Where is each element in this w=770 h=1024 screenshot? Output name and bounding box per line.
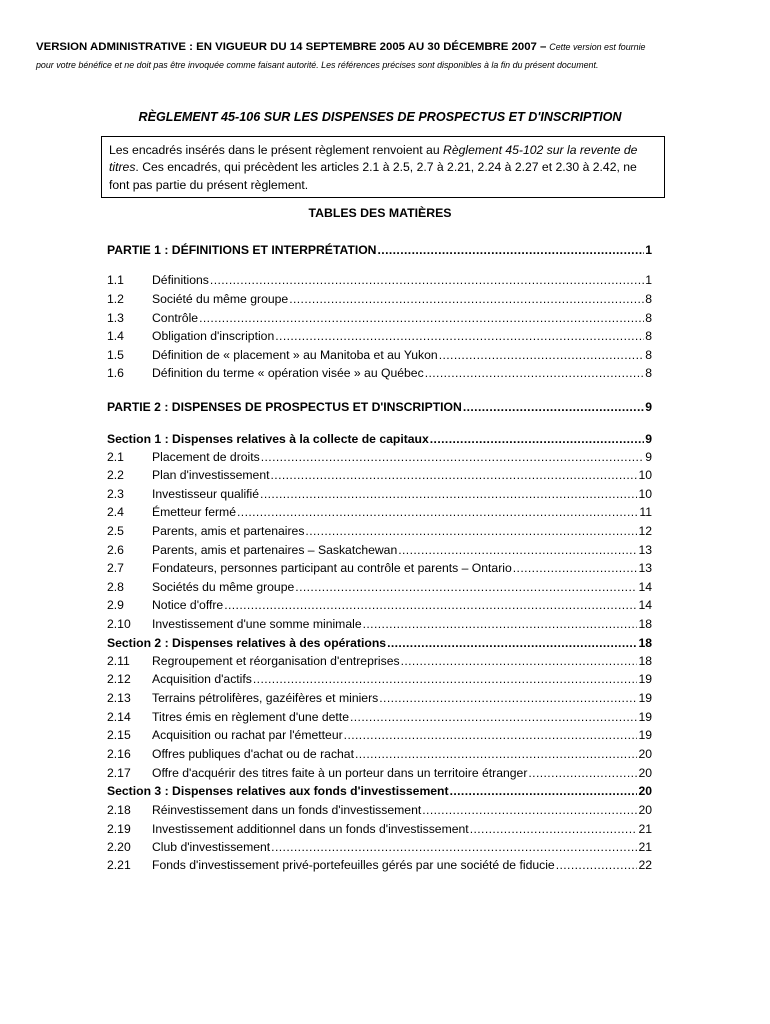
toc-entry-title: Section 2 : Dispenses relatives à des opérations [107, 636, 387, 650]
toc-item-row[interactable] [107, 672, 652, 690]
toc-item-row[interactable] [107, 273, 652, 291]
toc-entry-number: 1.4 [107, 329, 124, 343]
toc-entry-number: 2.11 [107, 654, 130, 668]
toc-dot-leader [253, 672, 638, 686]
toc-entry-number: 2.14 [107, 710, 131, 724]
toc-page-number: 8 [645, 292, 652, 306]
toc-entry-title: PARTIE 2 : DISPENSES DE PROSPECTUS ET D'INSCRIPTION [107, 400, 462, 414]
toc-dot-leader [355, 747, 637, 761]
toc-entry-title: Sociétés du même groupe [152, 580, 295, 594]
toc-dot-leader [260, 487, 637, 501]
toc-item-row[interactable] [107, 543, 652, 561]
toc-page-number: 19 [638, 691, 652, 705]
version-notice [36, 39, 736, 74]
toc-entry-number: 1.5 [107, 348, 124, 362]
toc-entry-number: 2.21 [107, 858, 131, 872]
toc-dot-leader [224, 598, 637, 612]
toc-entry-number: 2.19 [107, 822, 131, 836]
toc-entry-number: 2.13 [107, 691, 131, 705]
toc-dot-leader [430, 432, 644, 446]
toc-page-number: 19 [638, 710, 652, 724]
version-notice-italic-1: Cette version est fournie [549, 42, 646, 52]
toc-dot-leader [528, 766, 637, 780]
toc-item-row[interactable] [107, 822, 652, 840]
toc-item-row[interactable] [107, 691, 652, 709]
toc-section-row[interactable] [107, 784, 652, 802]
toc-entry-title: Offre d'acquérir des titres faite à un porteur dans un territoire étranger [152, 766, 528, 780]
toc-item-row[interactable] [107, 505, 652, 523]
toc-entry-title: Plan d'investissement [152, 468, 270, 482]
toc-dot-leader [295, 580, 637, 594]
toc-item-row[interactable] [107, 329, 652, 347]
toc-page-number: 9 [645, 400, 652, 414]
toc-entry-title: Terrains pétrolifères, gazéifères et miniers [152, 691, 379, 705]
toc-page-number: 1 [645, 273, 652, 287]
toc-page-number: 14 [638, 598, 652, 612]
toc-entry-number: 1.1 [107, 273, 124, 287]
toc-dot-leader [401, 654, 638, 668]
toc-item-row[interactable] [107, 450, 652, 468]
toc-item-row[interactable] [107, 598, 652, 616]
toc-entry-title: Fondateurs, personnes participant au contrôle et parents – Ontario [152, 561, 512, 575]
toc-dot-leader [344, 728, 638, 742]
toc-page-number: 12 [638, 524, 652, 538]
toc-entry-number: 2.9 [107, 598, 124, 612]
toc-page-number: 20 [638, 747, 652, 761]
toc-entry-title: Contrôle [152, 311, 199, 325]
toc-page-number: 18 [638, 636, 652, 650]
toc-entry-number: 2.17 [107, 766, 131, 780]
toc-entry-title: Obligation d'inscription [152, 329, 275, 343]
toc-item-row[interactable] [107, 617, 652, 635]
toc-dot-leader [387, 636, 637, 650]
toc-entry-title: Investisseur qualifié [152, 487, 260, 501]
toc-dot-leader [422, 803, 637, 817]
toc-entry-title: Titres émis en règlement d'une dette [152, 710, 349, 724]
toc-entry-title: PARTIE 1 : DÉFINITIONS ET INTERPRÉTATION [107, 243, 377, 257]
toc-dot-leader [398, 543, 637, 557]
toc-item-row[interactable] [107, 348, 652, 366]
toc-entry-number: 2.5 [107, 524, 124, 538]
toc-item-row[interactable] [107, 487, 652, 505]
toc-entry-title: Acquisition ou rachat par l'émetteur [152, 728, 343, 742]
toc-item-row[interactable] [107, 858, 652, 876]
toc-page-number: 1 [645, 243, 652, 257]
toc-entry-title: Parents, amis et partenaires [152, 524, 305, 538]
toc-entry-title: Section 1 : Dispenses relatives à la collecte de capitaux [107, 432, 429, 446]
toc-dot-leader [271, 840, 637, 854]
toc-page-number: 14 [638, 580, 652, 594]
toc-dot-leader [210, 273, 644, 287]
toc-entry-title: Fonds d'investissement privé-portefeuilles gérés par une société de fiducie [152, 858, 555, 872]
toc-page-number: 21 [638, 822, 652, 836]
toc-entry-number: 2.8 [107, 580, 124, 594]
note-text-start: Les encadrés insérés dans le présent règlement renvoient au [109, 143, 440, 157]
toc-dot-leader [556, 858, 638, 872]
toc-part-row[interactable] [107, 400, 652, 418]
toc-item-row[interactable] [107, 561, 652, 579]
toc-page-number: 13 [638, 543, 652, 557]
toc-dot-leader [450, 784, 638, 798]
toc-entry-number: 2.16 [107, 747, 131, 761]
toc-entry-number: 2.1 [107, 450, 124, 464]
toc-item-row[interactable] [107, 747, 652, 765]
document-title: RÈGLEMENT 45-106 SUR LES DISPENSES DE PROSPECTUS ET D'INSCRIPTION [138, 110, 622, 124]
toc-dot-leader [271, 468, 638, 482]
toc-item-row[interactable] [107, 654, 652, 672]
toc-entry-number: 2.4 [107, 505, 124, 519]
toc-page-number: 9 [645, 450, 652, 464]
toc-page-number: 13 [638, 561, 652, 575]
toc-entry-number: 1.6 [107, 366, 124, 380]
toc-item-row[interactable] [107, 803, 652, 821]
toc-entry-number: 2.18 [107, 803, 131, 817]
toc-part-row[interactable] [107, 243, 652, 261]
toc-page-number: 21 [638, 840, 652, 854]
toc-item-row[interactable] [107, 766, 652, 784]
toc-entry-title: Investissement additionnel dans un fonds d'investissement [152, 822, 469, 836]
toc-entry-title: Parents, amis et partenaires – Saskatchewan [152, 543, 398, 557]
note-box [101, 136, 665, 198]
toc-item-row[interactable] [107, 366, 652, 384]
toc-entry-number: 2.10 [107, 617, 131, 631]
toc-page-number: 20 [638, 803, 652, 817]
toc-dot-leader [350, 710, 637, 724]
toc-entry-title: Notice d'offre [152, 598, 224, 612]
toc-dot-leader [289, 292, 644, 306]
version-notice-italic-2: pour votre bénéfice et ne doit pas être invoquée comme faisant autorité. Les références précises sont disponibles à la fin du présent document. [36, 59, 599, 70]
toc-dot-leader [363, 617, 638, 631]
toc-page-number: 10 [638, 487, 652, 501]
toc-page-number: 8 [645, 311, 652, 325]
toc-entry-number: 2.2 [107, 468, 124, 482]
toc-dot-leader [513, 561, 638, 575]
toc-page-number: 18 [638, 617, 652, 631]
toc-page-number: 19 [638, 672, 652, 686]
toc-entry-number: 2.3 [107, 487, 124, 501]
toc-page-number: 10 [638, 468, 652, 482]
toc-item-row[interactable] [107, 840, 652, 858]
toc-entry-title: Société du même groupe [152, 292, 289, 306]
toc-page-number: 19 [638, 728, 652, 742]
toc-entry-number: 1.2 [107, 292, 124, 306]
toc-dot-leader [378, 243, 645, 257]
note-text-end: . Ces encadrés, qui précèdent les articles 2.1 à 2.5, 2.7 à 2.21, 2.24 à 2.27 et 2.30 à 2.42, ne font pas partie du présent règlement. [109, 160, 637, 192]
toc-page-number: 11 [639, 505, 652, 519]
toc-entry-title: Réinvestissement dans un fonds d'investissement [152, 803, 422, 817]
toc-entry-title: Offres publiques d'achat ou de rachat [152, 747, 354, 761]
toc-entry-number: 2.6 [107, 543, 124, 557]
toc-page-number: 20 [638, 784, 652, 798]
toc-entry-title: Définition du terme « opération visée » au Québec [152, 366, 424, 380]
toc-dot-leader [439, 348, 645, 362]
toc-page-number: 18 [638, 654, 652, 668]
toc-entry-number: 2.20 [107, 840, 131, 854]
toc-entry-number: 2.15 [107, 728, 131, 742]
toc-entry-title: Placement de droits [152, 450, 260, 464]
toc-entry-title: Investissement d'une somme minimale [152, 617, 362, 631]
toc-item-row[interactable] [107, 311, 652, 329]
toc-entry-title: Émetteur fermé [152, 505, 236, 519]
toc-page-number: 9 [645, 432, 652, 446]
toc-dot-leader [463, 400, 644, 414]
toc-entry-number: 2.12 [107, 672, 131, 686]
toc-page-number: 8 [645, 329, 652, 343]
toc-item-row[interactable] [107, 580, 652, 598]
toc-dot-leader [425, 366, 645, 380]
toc-item-row[interactable] [107, 524, 652, 542]
toc-dot-leader [275, 329, 644, 343]
toc-entry-number: 2.7 [107, 561, 124, 575]
toc-entry-title: Club d'investissement [152, 840, 271, 854]
toc-item-row[interactable] [107, 728, 652, 746]
note-reference-italic: Règlement 45-102 sur la revente de titres [109, 143, 638, 175]
toc-dot-leader [305, 524, 637, 538]
toc-dot-leader [470, 822, 638, 836]
toc-page-number: 8 [645, 366, 652, 380]
toc-title: TABLES DES MATIÈRES [308, 206, 452, 220]
toc-dot-leader [261, 450, 645, 464]
toc-section-row[interactable] [107, 636, 652, 654]
toc-page-number: 22 [638, 858, 652, 872]
toc-entry-title: Section 3 : Dispenses relatives aux fonds d'investissement [107, 784, 449, 798]
toc-dot-leader [199, 311, 644, 325]
toc-entry-title: Regroupement et réorganisation d'entreprises [152, 654, 400, 668]
toc-entry-title: Définition de « placement » au Manitoba et au Yukon [152, 348, 438, 362]
toc-entry-title: Acquisition d'actifs [152, 672, 252, 686]
toc-section-row[interactable] [107, 432, 652, 450]
toc-dot-leader [379, 691, 637, 705]
toc-page-number: 20 [638, 766, 652, 780]
toc-item-row[interactable] [107, 468, 652, 486]
version-notice-bold: VERSION ADMINISTRATIVE : EN VIGUEUR DU 14 SEPTEMBRE 2005 AU 30 DÉCEMBRE 2007 – [36, 41, 547, 53]
toc-item-row[interactable] [107, 292, 652, 310]
toc-dot-leader [237, 505, 638, 519]
toc-page-number: 8 [645, 348, 652, 362]
toc-entry-title: Définitions [152, 273, 209, 287]
toc-item-row[interactable] [107, 710, 652, 728]
toc-entry-number: 1.3 [107, 311, 124, 325]
